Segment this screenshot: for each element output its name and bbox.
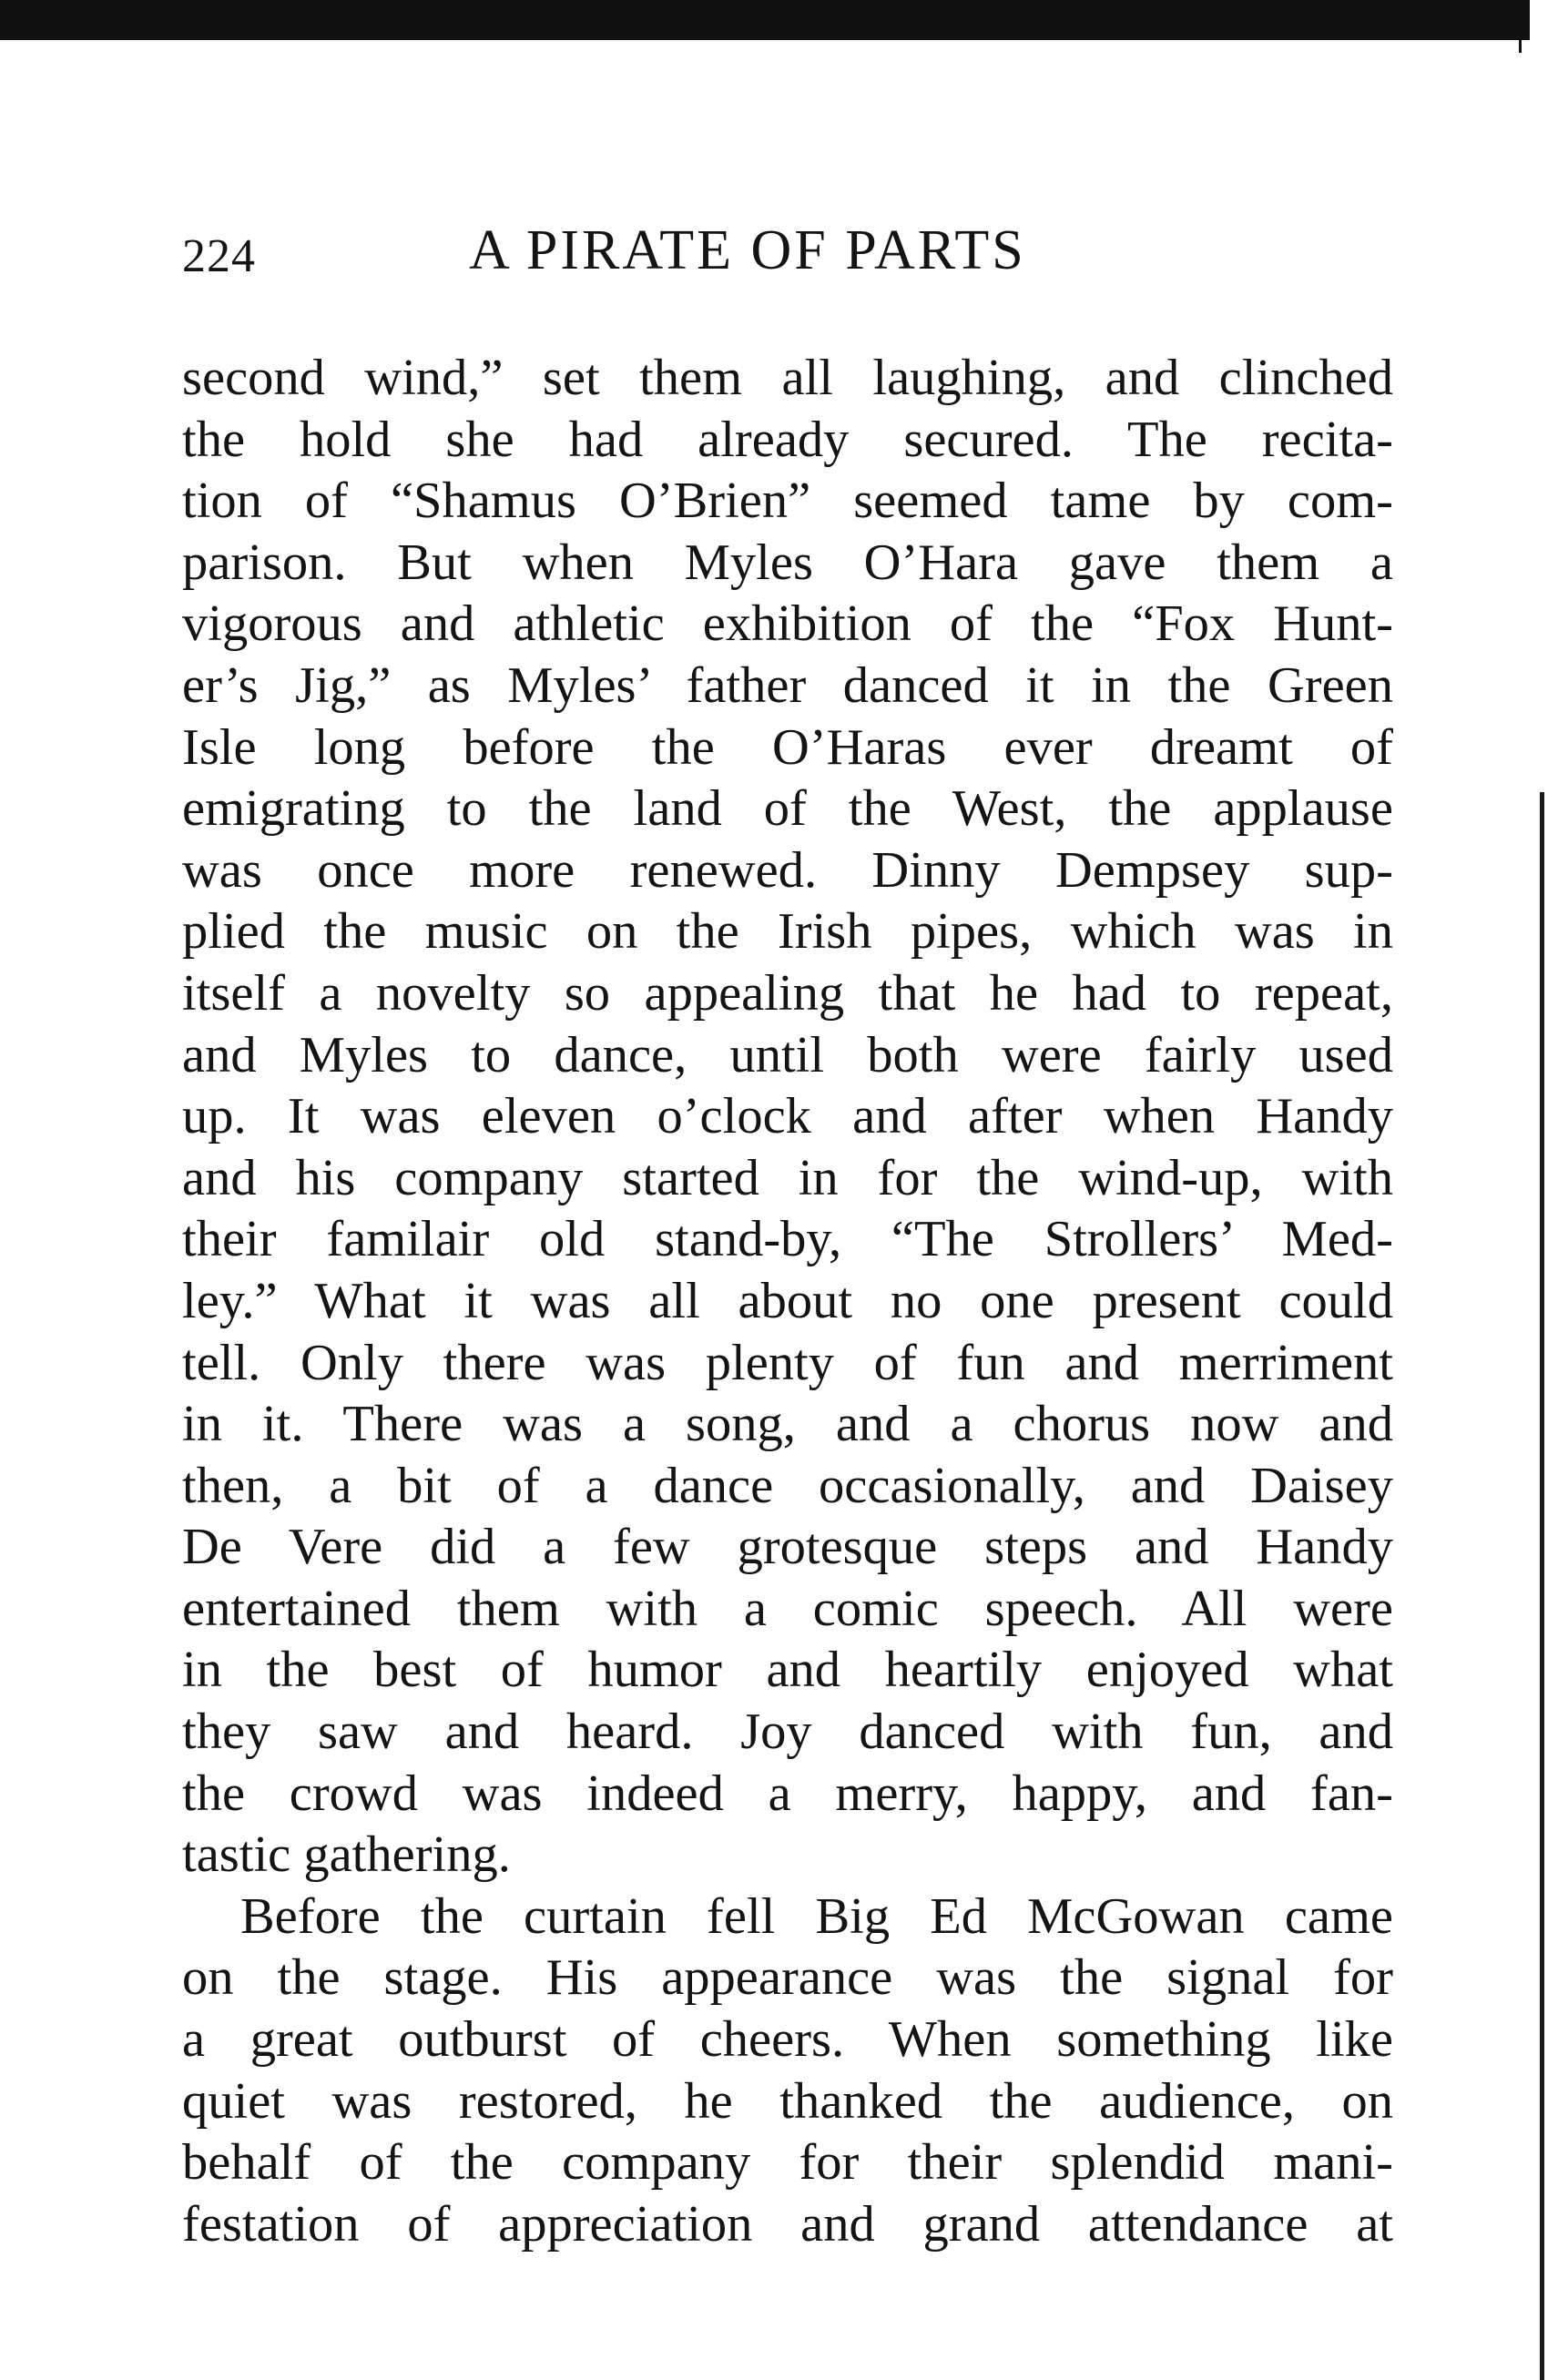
- text-line: er’s Jig,” as Myles’ father danced it in the Green: [182, 656, 1393, 714]
- text-line: on the stage. His appearance was the signal for: [182, 1949, 1393, 2007]
- text-line: plied the music on the Irish pipes, which was in: [182, 903, 1393, 961]
- text-line: De Vere did a few grotesque steps and Handy: [182, 1519, 1393, 1576]
- text-line: and his company started in for the wind-up, with: [182, 1149, 1393, 1206]
- text-line: Before the curtain fell Big Ed McGowan came: [240, 1887, 1393, 1945]
- text-line: entertained them with a comic speech. All were: [182, 1580, 1393, 1637]
- text-line: ley.” What it was all about no one present could: [182, 1272, 1393, 1329]
- text-line: quiet was restored, he thanked the audience, on: [182, 2072, 1393, 2130]
- text-line: in it. There was a song, and a chorus now and: [182, 1396, 1393, 1453]
- text-line: a great outburst of cheers. When something like: [182, 2011, 1393, 2069]
- text-line: emigrating to the land of the West, the applause: [182, 780, 1393, 838]
- page-number: 224: [182, 230, 256, 282]
- top-border-rule: [0, 0, 1530, 40]
- text-line: behalf of the company for their splendid mani-: [182, 2134, 1393, 2192]
- text-line: then, a bit of a dance occasionally, and Daisey: [182, 1457, 1393, 1514]
- text-line: Isle long before the O’Haras ever dreamt of: [182, 718, 1393, 776]
- text-line: tastic gathering.: [182, 1826, 511, 1884]
- text-line: tell. Only there was plenty of fun and merriment: [182, 1334, 1393, 1391]
- right-edge-rule: [1540, 792, 1544, 2380]
- text-line: was once more renewed. Dinny Dempsey sup-: [182, 841, 1393, 899]
- top-border-tick: [1519, 40, 1522, 53]
- running-head: [182, 219, 1393, 300]
- body-text: [182, 348, 1393, 2255]
- running-title: A PIRATE OF PARTS: [469, 219, 1026, 281]
- text-line: their familair old stand-by, “The Strollers’ Med-: [182, 1211, 1393, 1268]
- text-line: up. It was eleven o’clock and after when Handy: [182, 1088, 1393, 1145]
- paragraph-2: [182, 1887, 1393, 2256]
- text-line: festation of appreciation and grand attendance at: [182, 2195, 1393, 2253]
- text-line: itself a novelty so appealing that he had to repeat,: [182, 964, 1393, 1022]
- text-line: the hold she had already secured. The recita-: [182, 411, 1393, 468]
- text-line: and Myles to dance, until both were fairly used: [182, 1026, 1393, 1083]
- text-line: they saw and heard. Joy danced with fun, and: [182, 1704, 1393, 1761]
- paragraph-1: [182, 348, 1393, 1887]
- text-line: parison. But when Myles O’Hara gave them a: [182, 534, 1393, 591]
- text-line: tion of “Shamus O’Brien” seemed tame by com-: [182, 473, 1393, 530]
- text-line: in the best of humor and heartily enjoyed what: [182, 1642, 1393, 1699]
- text-line: second wind,” set them all laughing, and clinched: [182, 350, 1393, 406]
- text-line: vigorous and athletic exhibition of the “Fox Hunt-: [182, 595, 1393, 653]
- text-line: the crowd was indeed a merry, happy, and fan-: [182, 1765, 1393, 1822]
